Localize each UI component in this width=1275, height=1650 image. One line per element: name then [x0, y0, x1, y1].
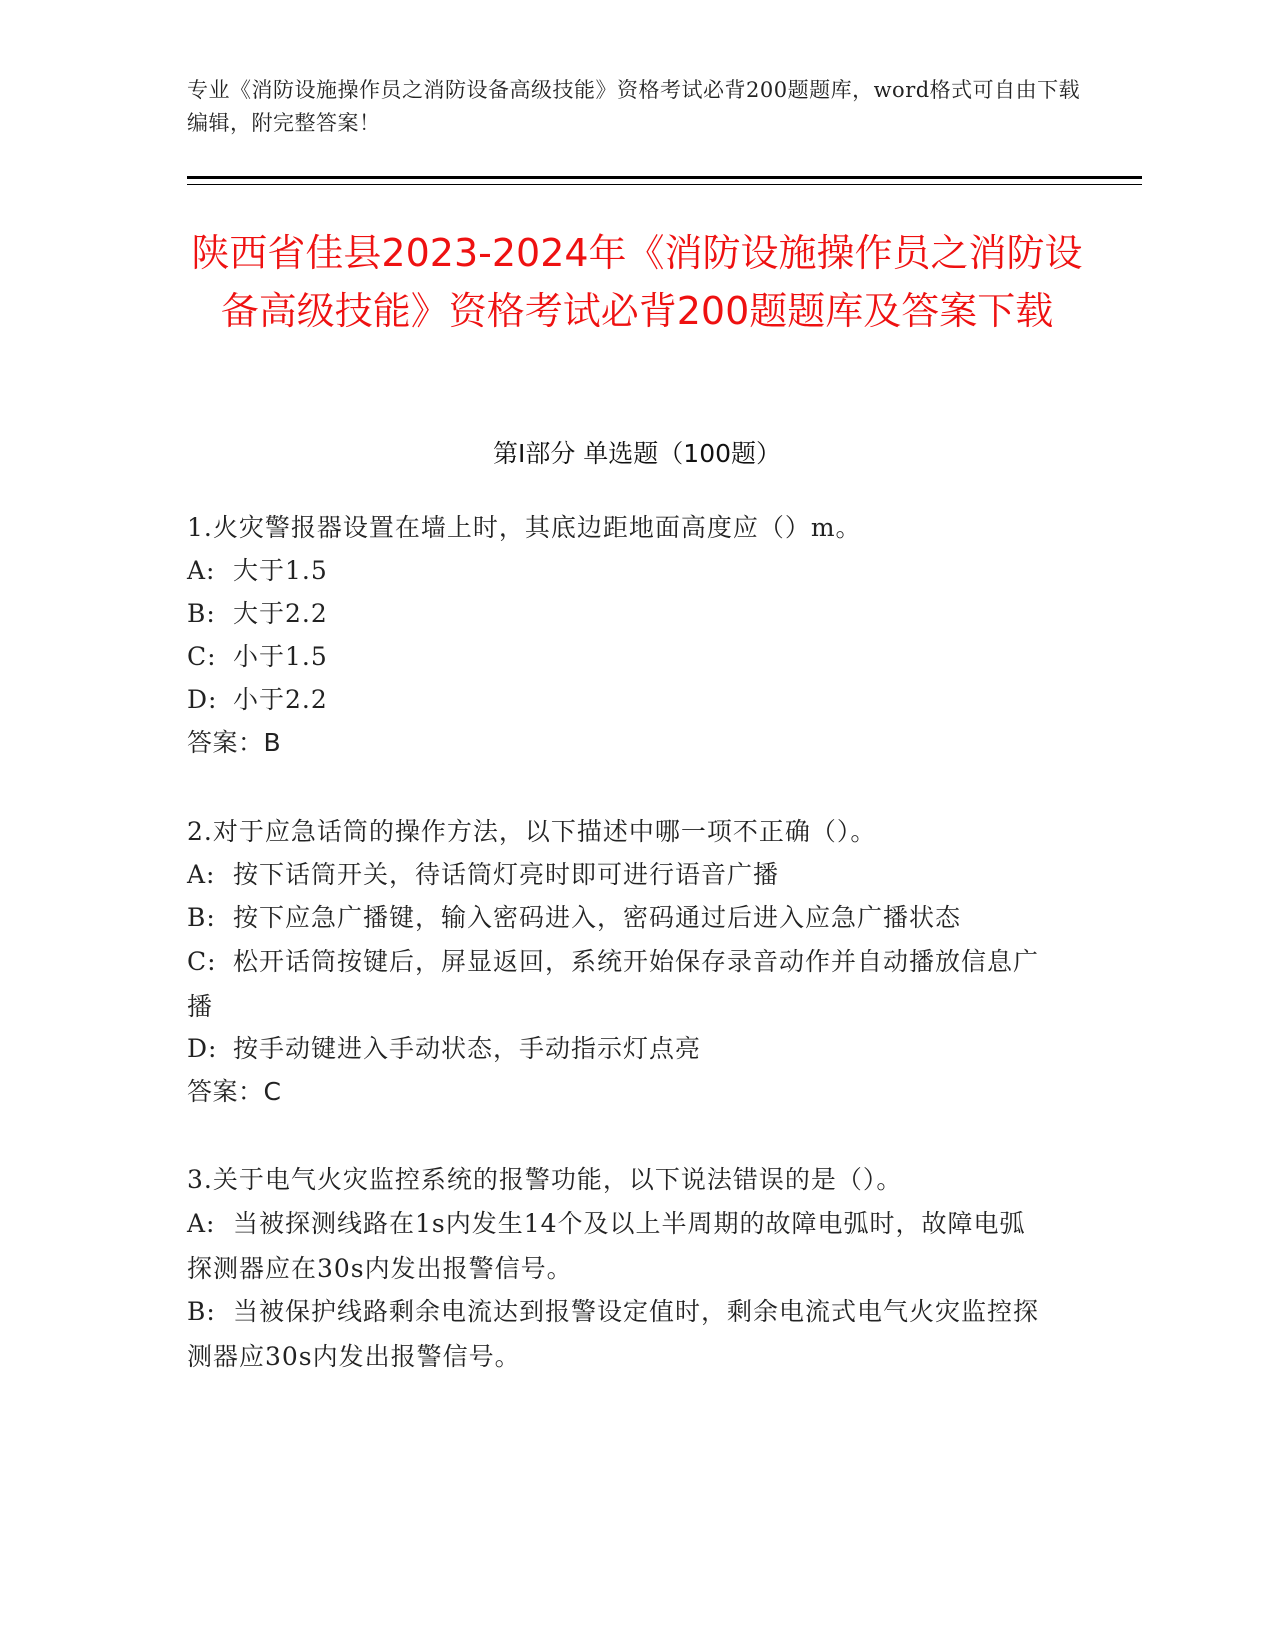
- header-divider-thin: [187, 184, 1142, 185]
- option-text: 大于2.2: [233, 599, 328, 628]
- question-1-answer: 答案：B: [187, 728, 282, 757]
- option-text: 当被探测线路在1s内发生14个及以上半周期的故障电弧时，故障电弧探测器应在30s内发出报警信号。: [187, 1209, 1026, 1283]
- question-2-option-a: [187, 855, 1087, 895]
- option-text: 小于1.5: [233, 642, 328, 671]
- option-text: 按下应急广播键，输入密码进入，密码通过后进入应急广播状态: [233, 903, 962, 932]
- question-1-option-a: [187, 551, 1087, 591]
- option-letter: D:: [187, 685, 218, 714]
- question-2-option-d: [187, 1029, 1087, 1069]
- question-2-option-b: [187, 898, 1087, 938]
- option-letter: A:: [187, 556, 216, 585]
- header-note: 专业《消防设施操作员之消防设备高级技能》资格考试必背200题题库，word格式可自由下载编辑，附完整答案！: [187, 78, 1081, 135]
- option-text: 当被保护线路剩余电流达到报警设定值时，剩余电流式电气火灾监控探测器应30s内发出报警信号。: [187, 1297, 1040, 1371]
- section-title: 第Ⅰ部分 单选题（100题）: [492, 439, 782, 468]
- question-1-stem: 1.火灾警报器设置在墙上时，其底边距地面高度应（）m。: [187, 513, 862, 542]
- question-2-stem: 2.对于应急话筒的操作方法，以下描述中哪一项不正确（）。: [187, 817, 877, 846]
- question-1-option-b: [187, 594, 1087, 634]
- option-letter: B:: [187, 903, 216, 932]
- option-text: 按手动键进入手动状态，手动指示灯点亮: [233, 1034, 702, 1063]
- question-3-option-b: [187, 1289, 1047, 1379]
- question-2-answer: 答案：C: [187, 1077, 282, 1106]
- question-3-option-a: [187, 1201, 1047, 1291]
- option-letter: B:: [187, 1297, 216, 1326]
- option-text: 松开话筒按键后，屏显返回，系统开始保存录音动作并自动播放信息广播: [187, 947, 1040, 1021]
- option-letter: A:: [187, 860, 216, 889]
- question-2-option-c: [187, 939, 1047, 1029]
- question-1-option-c: [187, 637, 1087, 677]
- option-text: 小于2.2: [233, 685, 328, 714]
- option-letter: C:: [187, 642, 217, 671]
- option-text: 按下话筒开关，待话筒灯亮时即可进行语音广播: [233, 860, 780, 889]
- question-1-option-d: [187, 680, 1087, 720]
- option-letter: B:: [187, 599, 216, 628]
- option-letter: D:: [187, 1034, 218, 1063]
- option-letter: A:: [187, 1209, 216, 1238]
- option-text: 大于1.5: [233, 556, 328, 585]
- option-letter: C:: [187, 947, 217, 976]
- document-title: 陕西省佳县2023-2024年《消防设施操作员之消防设备高级技能》资格考试必背200题题库及答案下载: [191, 231, 1083, 333]
- header-divider-thick: [187, 176, 1142, 179]
- question-3-stem: 3.关于电气火灾监控系统的报警功能，以下说法错误的是（）。: [187, 1165, 903, 1194]
